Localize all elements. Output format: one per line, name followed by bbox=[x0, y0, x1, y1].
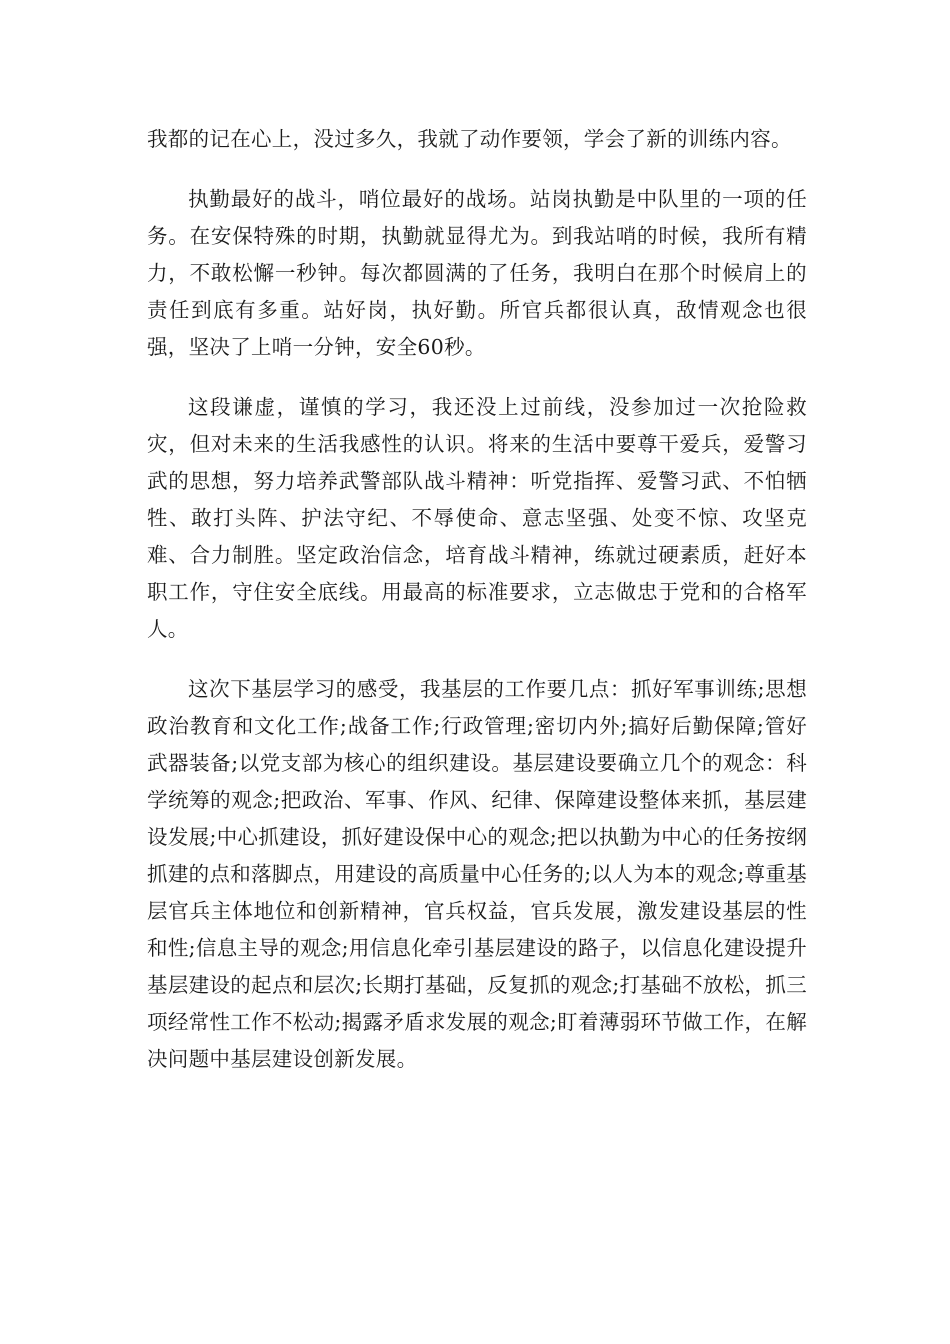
paragraph-3: 这段谦虚，谨慎的学习，我还没上过前线，没参加过一次抢险救灾，但对未来的生活我感性的认识。将来的生活中要尊干爱兵，爱警习武的思想，努力培养武警部队战斗精神：听党指挥、爱警习武、不怕牺牲、敢打头阵、护法守纪、不辱使命、意志坚强、处变不惊、攻坚克难、合力制胜。坚定政治信念，培育战斗精神，练就过硬素质，赶好本职工作，守住安全底线。用最高的标准要求，立志做忠于党和的合格军人。 bbox=[147, 395, 807, 641]
paragraph-2: 执勤最好的战斗，哨位最好的战场。站岗执勤是中队里的一项的任务。在安保特殊的时期，执勤就显得尤为。到我站哨的时候，我所有精力，不敢松懈一秒钟。每次都圆满的了任务，我明白在那个时候肩上的责任到底有多重。站好岗，执好勤。所官兵都很认真，敌情观念也很强，坚决了上哨一分钟，安全60秒。 bbox=[147, 187, 807, 359]
paragraph-4: 这次下基层学习的感受，我基层的工作要几点：抓好军事训练;思想政治教育和文化工作;战备工作;行政管理;密切内外;搞好后勤保障;管好武器装备;以党支部为核心的组织建设。基层建设要确立几个的观念：科学统筹的观念;把政治、军事、作风、纪律、保障建设整体来抓，基层建设发展;中心抓建设，抓好建设保中心的观念;把以执勤为中心的任务按纲抓建的点和落脚点，用建设的高质量中心任务的;以人为本的观念;尊重基层官兵主体地位和创新精神，官兵权益，官兵发展，激发建设基层的性和性;信息主导的观念;用信息化牵引基层建设的路子，以信息化建设提升基层建设的起点和层次;长期打基础，反复抓的观念;打基础不放松，抓三项经常性工作不松动;揭露矛盾求发展的观念;盯着薄弱环节做工作，在解决问题中基层建设创新发展。 bbox=[147, 677, 807, 1071]
document-body bbox=[147, 121, 807, 1101]
paragraph-1: 我都的记在心上，没过多久，我就了动作要领，学会了新的训练内容。 bbox=[147, 127, 792, 151]
